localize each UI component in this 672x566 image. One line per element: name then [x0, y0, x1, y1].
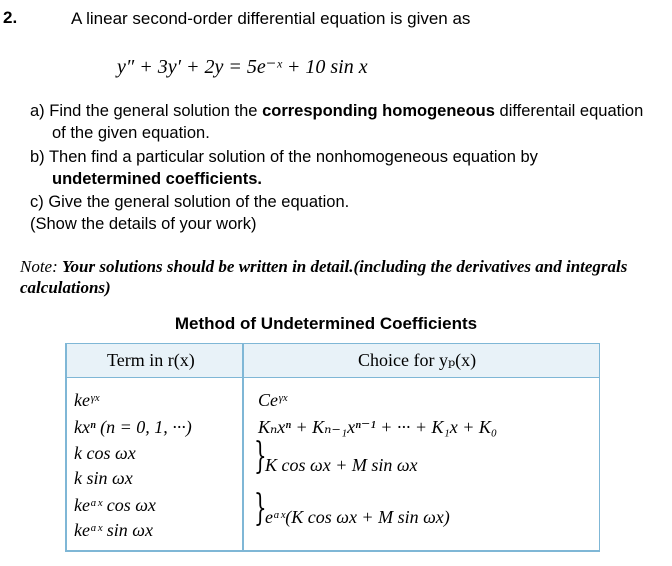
- part-b-line2: undetermined coefficients.: [52, 170, 262, 188]
- term-exp-sin: keᵅˣ sin ωx: [74, 520, 153, 540]
- term-polynomial: kxⁿ (n = 0, 1, ···): [74, 417, 192, 437]
- table-header-choice: Choice for yₚ(x): [358, 350, 477, 370]
- term-exp-cos: keᵅˣ cos ωx: [74, 495, 156, 515]
- choice-trig: K cos ωx + M sin ωx: [265, 455, 418, 475]
- brace-exp-trig: }: [254, 488, 267, 529]
- table-header-term: Term in r(x): [107, 350, 195, 370]
- term-exponential: keᵞˣ: [74, 390, 100, 410]
- choice-exp-trig: eᵅˣ(K cos ωx + M sin ωx): [265, 507, 450, 527]
- term-sin: k sin ωx: [74, 468, 133, 488]
- part-b-line1: b) Then find a particular solution of the nonhomogeneous equation by: [30, 148, 538, 166]
- term-cos: k cos ωx: [74, 443, 136, 463]
- part-c-line2: (Show the details of your work): [30, 215, 257, 233]
- table-title: Method of Undetermined Coefficients: [174, 314, 478, 333]
- part-a-line2: of the given equation.: [52, 124, 210, 142]
- question-intro: A linear second-order differential equation is given as: [71, 9, 471, 28]
- undetermined-coefficients-table: [65, 343, 600, 551]
- brace-trig: }: [254, 436, 267, 477]
- differential-equation: y″ + 3y′ + 2y = 5e⁻ˣ + 10 sin x: [117, 56, 368, 78]
- part-a-line1: a) Find the general solution the corresponding homogeneous differentail equation: [30, 102, 644, 120]
- part-c-line1: c) Give the general solution of the equation.: [30, 193, 350, 211]
- choice-exponential: Ceᵞˣ: [258, 390, 288, 410]
- note: Note: Your solutions should be written in detail.(including the derivatives and integrals calculations): [20, 257, 628, 297]
- choice-polynomial: Kₙxⁿ + Kₙ₋₁xⁿ⁻¹ + ··· + K₁x + K₀: [258, 417, 498, 437]
- question-number: 2.: [3, 8, 18, 27]
